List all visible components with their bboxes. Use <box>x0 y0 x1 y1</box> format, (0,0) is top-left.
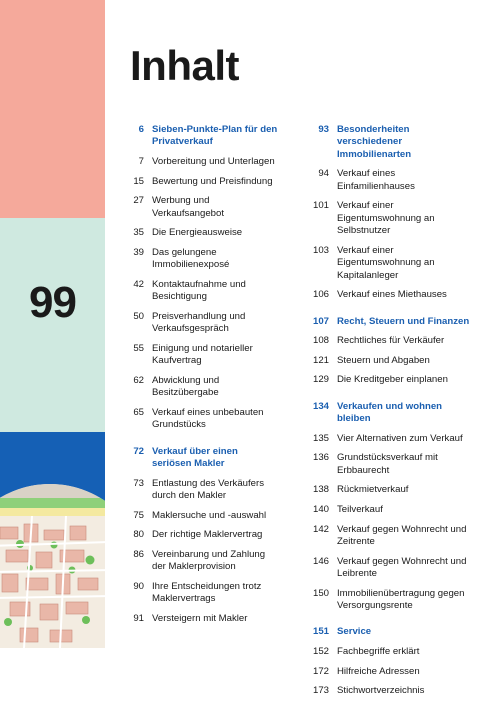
toc-entry[interactable] <box>303 335 475 347</box>
toc-entry-text: Steuern und Abgaben <box>337 354 430 366</box>
toc-page-number: 172 <box>312 665 329 677</box>
toc-entry[interactable] <box>303 374 475 386</box>
toc-entry[interactable] <box>118 227 278 239</box>
toc-page-number: 73 <box>133 477 144 489</box>
toc-entry-text: Die Kreditgeber einplanen <box>337 374 448 386</box>
toc-entry[interactable] <box>118 549 278 574</box>
toc-entry-text: Verkaufen und wohnen bleiben <box>337 400 443 425</box>
toc-page-number: 138 <box>312 484 329 496</box>
toc-page-number: 86 <box>133 548 144 560</box>
page-title: Inhalt <box>130 42 239 89</box>
toc-entry-text: Bewertung und Preisfindung <box>152 175 273 187</box>
toc-entry-text: Das gelungene Immobilienexposé <box>152 246 230 271</box>
toc-entry-text: Verkauf eines Einfamilienhauses <box>337 168 415 192</box>
toc-entry-text: Recht, Steuern und Finanzen <box>337 315 470 327</box>
toc-entry[interactable] <box>118 156 278 168</box>
toc-entry-text: Verkauf einer Eigentumswohnung an Selbstnutzer <box>337 200 435 237</box>
toc-entry[interactable] <box>303 433 475 445</box>
toc-entry-text: Preisverhandlung und Verkaufsgespräch <box>152 310 246 335</box>
toc-page-number: 62 <box>133 374 144 386</box>
toc-entry[interactable] <box>303 289 475 301</box>
toc-page-number: 106 <box>312 289 329 301</box>
toc-page-number: 50 <box>133 310 144 322</box>
toc-entry[interactable] <box>303 484 475 496</box>
toc-page-number: 135 <box>312 432 329 444</box>
toc-entry-text: Fachbegriffe erklärt <box>337 646 420 657</box>
toc-entry[interactable] <box>118 510 278 522</box>
toc-page-number: 6 <box>138 124 144 135</box>
toc-entry[interactable] <box>303 200 475 237</box>
toc-page-number: 35 <box>133 227 144 239</box>
toc-entry[interactable] <box>118 478 278 503</box>
toc-entry-text: Verkauf eines unbebauten Grundstücks <box>152 406 264 431</box>
toc-page-number: 121 <box>312 354 329 366</box>
toc-entry[interactable] <box>118 407 278 432</box>
toc-page-number: 140 <box>312 504 329 515</box>
toc-page-number: 27 <box>133 195 144 207</box>
pink-band <box>0 0 105 218</box>
toc-entry-text: Hilfreiche Adressen <box>337 665 420 677</box>
toc-page-number: 136 <box>312 452 329 464</box>
toc-page-number: 90 <box>133 580 144 592</box>
toc-page-number: 65 <box>133 406 144 418</box>
toc-page-number: 108 <box>312 335 329 347</box>
toc-entry[interactable] <box>303 355 475 367</box>
toc-entry-text: Verkauf gegen Wohnrecht und Leibrente <box>337 555 467 579</box>
toc-entry[interactable] <box>303 556 475 581</box>
toc-entry[interactable] <box>303 168 475 193</box>
page-number: 99 <box>29 278 76 327</box>
toc-page-number: 146 <box>312 555 329 567</box>
toc-entry-text: Entlastung des Verkäufers durch den Makler <box>152 477 264 501</box>
toc-entry-text: Immobilienübertragung gegen Versorgungsrente <box>337 587 465 611</box>
toc-page-number: 151 <box>312 626 329 638</box>
toc-entry-text: Verkauf einer Eigentumswohnung an Kapitalanleger <box>337 244 435 281</box>
toc-column-left <box>118 124 278 632</box>
toc-page-number: 101 <box>312 200 329 212</box>
toc-entry-text: Verkauf gegen Wohnrecht und Zeitrente <box>337 523 467 547</box>
toc-entry-text: Grundstücksverkauf mit Erbbaurecht <box>337 452 438 476</box>
toc-page-number: 129 <box>312 374 329 386</box>
toc-entry-text: Besonderheiten verschiedener Immobilienarten <box>337 124 412 160</box>
toc-entry-text: Sieben-Punkte-Plan für den Privatverkauf <box>152 124 278 148</box>
toc-section-heading[interactable] <box>118 124 278 149</box>
blue-band <box>0 432 105 648</box>
toc-page-number: 39 <box>133 246 144 258</box>
toc-entry[interactable] <box>118 279 278 304</box>
toc-entry[interactable] <box>303 685 475 697</box>
toc-entry-text: Ihre Entscheidungen trotz Maklervertrags <box>152 580 262 605</box>
toc-page-number: 75 <box>133 509 144 521</box>
toc-page-number: 15 <box>133 175 144 187</box>
toc-entry-text: Vereinbarung und Zahlung der Maklerprovision <box>152 548 266 573</box>
toc-entry-text: Stichwortverzeichnis <box>337 685 425 697</box>
toc-page-number: 107 <box>312 315 329 327</box>
toc-entry[interactable] <box>118 195 278 220</box>
toc-entry-text: Rückmietverkauf <box>337 484 409 496</box>
toc-entry[interactable] <box>118 311 278 336</box>
toc-entry-text: Kontaktaufnahme und Besichtigung <box>152 278 246 303</box>
toc-page-number: 72 <box>133 445 144 457</box>
toc-entry[interactable] <box>303 524 475 549</box>
toc-column-right <box>303 124 475 705</box>
toc-entry[interactable] <box>303 588 475 613</box>
toc-entry[interactable] <box>303 504 475 516</box>
toc-page-number: 42 <box>133 278 144 290</box>
toc-entry-text: Vier Alternativen zum Verkauf <box>337 432 463 444</box>
toc-entry-text: Vorbereitung und Unterlagen <box>152 156 275 167</box>
toc-page-number: 91 <box>133 612 144 624</box>
toc-entry-text: Die Energieausweise <box>152 227 243 239</box>
toc-entry-text: Einigung und notarieller Kaufvertrag <box>152 342 253 367</box>
toc-entry-text: Versteigern mit Makler <box>152 612 248 624</box>
toc-entry-text: Verkauf über einen seriösen Makler <box>152 445 238 469</box>
toc-page-number: 94 <box>318 168 329 180</box>
toc-entry[interactable] <box>303 452 475 477</box>
toc-entry[interactable] <box>118 613 278 625</box>
toc-section-heading[interactable] <box>303 401 475 426</box>
toc-entry-text: Teilverkauf <box>337 504 383 515</box>
toc-entry-text: Maklersuche und -auswahl <box>152 509 267 521</box>
toc-entry-text: Werbung und Verkaufsangebot <box>152 195 225 219</box>
toc-page-number: 93 <box>318 124 329 135</box>
toc-section-heading[interactable] <box>303 626 475 638</box>
toc-entry[interactable] <box>118 375 278 400</box>
toc-page-number: 134 <box>312 400 329 412</box>
toc-entry-text: Rechtliches für Verkäufer <box>337 335 445 347</box>
toc-page-number: 80 <box>133 529 144 541</box>
toc-section-heading[interactable] <box>303 124 475 161</box>
toc-entry-text: Verkauf eines Miethauses <box>337 289 447 301</box>
toc-entry[interactable] <box>118 176 278 188</box>
toc-page-number: 150 <box>312 587 329 599</box>
map-illustration <box>0 432 105 648</box>
toc-page-number: 173 <box>312 685 329 697</box>
toc-page-number: 142 <box>312 523 329 535</box>
toc-entry-text: Service <box>337 626 372 638</box>
toc-page-number: 152 <box>312 646 329 657</box>
toc-section-heading[interactable] <box>303 316 475 328</box>
toc-entry[interactable] <box>118 529 278 541</box>
toc-page-number: 103 <box>312 244 329 256</box>
toc-section-heading[interactable] <box>118 446 278 471</box>
toc-page-number: 55 <box>133 342 144 354</box>
toc-entry[interactable] <box>303 245 475 282</box>
toc-entry[interactable] <box>118 343 278 368</box>
toc-entry-text: Der richtige Maklervertrag <box>152 529 263 541</box>
toc-entry-text: Abwicklung und Besitzübergabe <box>152 374 220 399</box>
toc-entry[interactable] <box>303 666 475 678</box>
toc-entry[interactable] <box>118 247 278 272</box>
toc-page-number: 7 <box>138 156 144 167</box>
toc-entry[interactable] <box>118 581 278 606</box>
